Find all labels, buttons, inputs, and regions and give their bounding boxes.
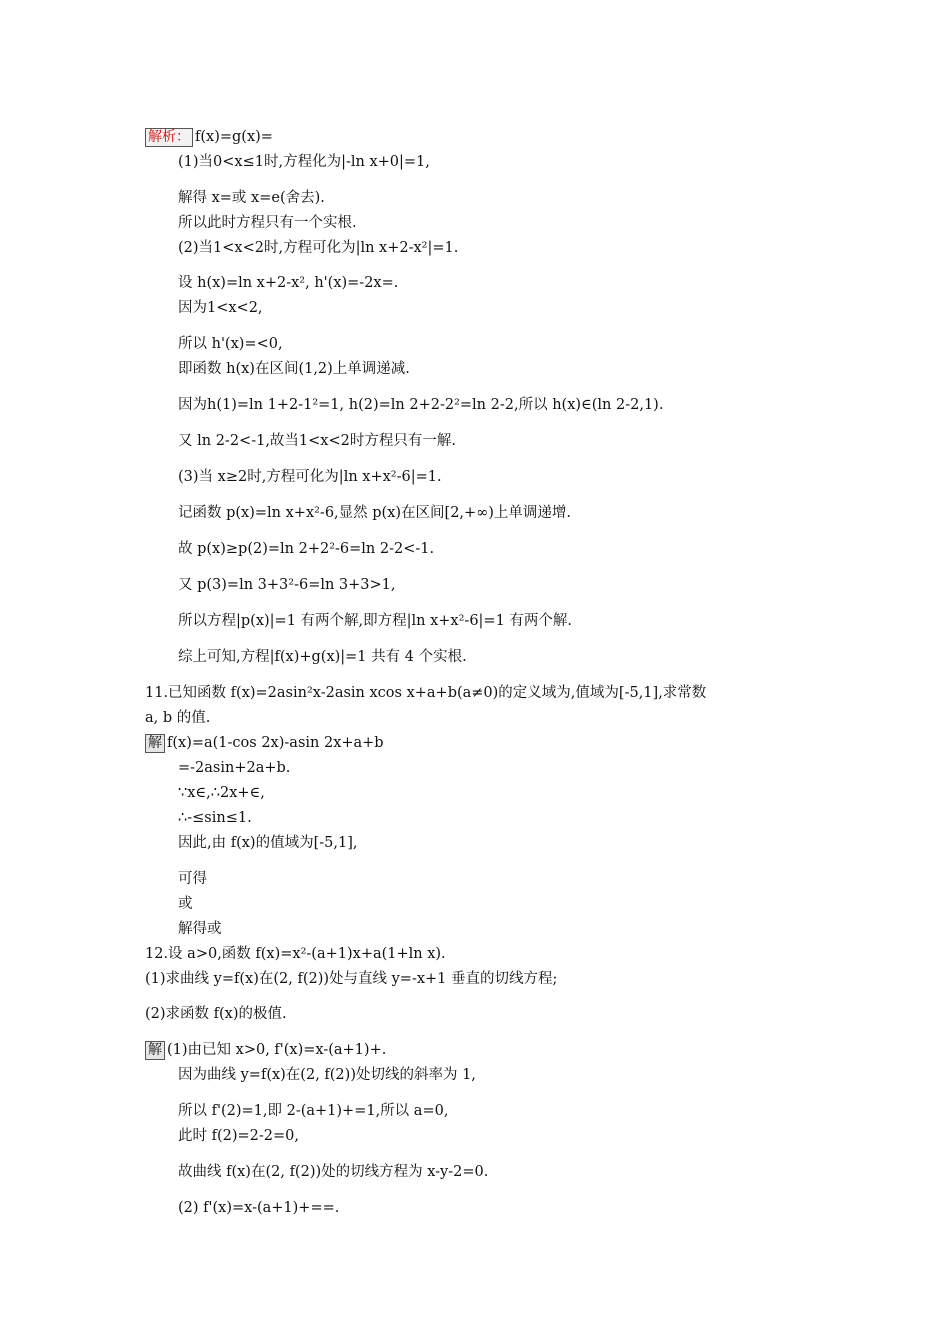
solution-line: =-2asin+2a+b. [178,760,291,776]
solution-line: 解 (1)由已知 x>0, f'(x)=x-(a+1)+. [145,1040,386,1060]
solution-line: 故曲线 f(x)在(2, f(2))处的切线方程为 x-y-2=0. [178,1164,489,1180]
solution-line: (3)当 x≥2时,方程可化为|ln x+x²-6|=1. [178,469,442,485]
solution-line: 又 p(3)=ln 3+3²-6=ln 3+3>1, [178,577,396,593]
solution-line: 解得 x=或 x=e(舍去). [178,190,325,206]
solution-line: 所以 h'(x)=<0, [178,336,283,352]
question-text: (2)求函数 f(x)的极值. [145,1006,287,1022]
solution-line: 设 h(x)=ln x+2-x², h'(x)=-2x=. [178,275,399,291]
solution-line: ∴-≤sin≤1. [178,810,252,826]
solution-line: ∵x∈,∴2x+∈, [178,785,265,801]
solution-line: 或 [178,896,193,912]
solution-line: 可得 [178,871,207,887]
solution-line: 因为1<x<2, [178,300,263,316]
solution-line: 记函数 p(x)=ln x+x²-6,显然 p(x)在区间[2,+∞)上单调递增. [178,505,572,521]
solution-line: 所以 f'(2)=1,即 2-(a+1)+=1,所以 a=0, [178,1103,449,1119]
solution-label: 解 [145,734,165,753]
solution-line: 综上可知,方程|f(x)+g(x)|=1 共有 4 个实根. [178,649,467,665]
solution-line: 此时 f(2)=2-2=0, [178,1128,299,1144]
question-text: (1)求曲线 y=f(x)在(2, f(2))处与直线 y=-x+1 垂直的切线方程; [145,971,558,987]
solution-line: 解析： f(x)=g(x)= [145,127,273,147]
solution-line: 即函数 h(x)在区间(1,2)上单调递减. [178,361,410,377]
solution-line: 因此,由 f(x)的值域为[-5,1], [178,835,358,851]
solution-line: 所以此时方程只有一个实根. [178,215,357,231]
solution-line: 所以方程|p(x)|=1 有两个解,即方程|ln x+x²-6|=1 有两个解. [178,613,573,629]
solution-line: 因为曲线 y=f(x)在(2, f(2))处切线的斜率为 1, [178,1067,476,1083]
question-text: 12.设 a>0,函数 f(x)=x²-(a+1)x+a(1+ln x). [145,946,446,962]
solution-line: 又 ln 2-2<-1,故当1<x<2时方程只有一解. [178,433,456,449]
solution-label: 解 [145,1041,165,1060]
question-text: 11.已知函数 f(x)=2asin²x-2asin xcos x+a+b(a≠0)的定义域为,值域为[-5,1],求常数 [145,685,707,701]
analysis-label: 解析： [145,128,193,147]
solution-line: (2) f'(x)=x-(a+1)+==. [178,1200,340,1216]
question-text: a, b 的值. [145,710,211,726]
solution-line: 解得或 [178,921,222,937]
solution-line: (2)当1<x<2时,方程可化为|ln x+2-x²|=1. [178,240,459,256]
solution-line: 因为h(1)=ln 1+2-1²=1, h(2)=ln 2+2-2²=ln 2-2,所以 h(x)∈(ln 2-2,1). [178,397,664,413]
solution-line: 故 p(x)≥p(2)=ln 2+2²-6=ln 2-2<-1. [178,541,435,557]
solution-line: 解 f(x)=a(1-cos 2x)-asin 2x+a+b [145,733,384,753]
solution-line: (1)当0<x≤1时,方程化为|-ln x+0|=1, [178,154,430,170]
